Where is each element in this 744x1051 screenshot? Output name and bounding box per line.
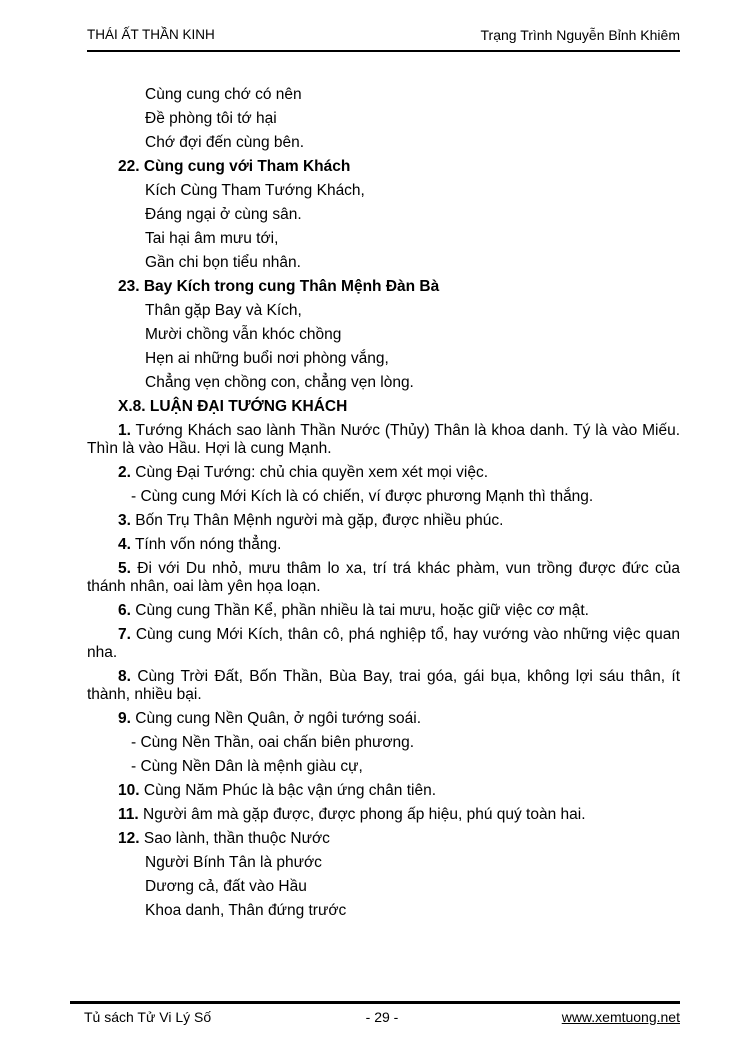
website-link[interactable]: www.xemtuong.net (561, 1009, 680, 1025)
verse-line: Cùng cung chớ có nên (145, 86, 302, 103)
verse-line: Gần chi bọn tiểu nhân. (145, 254, 301, 271)
section-heading: X.8. LUẬN ĐẠI TƯỚNG KHÁCH (118, 398, 348, 415)
header-author-name: Trạng Trình Nguyễn Bỉnh Khiêm (480, 27, 680, 43)
section-heading: 23. Bay Kích trong cung Thân Mệnh Đàn Bà (118, 278, 440, 295)
paragraph-number: 3. (118, 512, 131, 529)
verse-line: Đề phòng tôi tớ hại (145, 110, 277, 127)
numbered-paragraph (87, 464, 680, 482)
verse-line: Dương cả, đất vào Hầu (145, 878, 307, 895)
verse-line: Người Bính Tân là phước (145, 854, 322, 871)
paragraph-text: Người âm mà gặp được, được phong ấp hiệu, phú quý toàn hai. (143, 806, 586, 823)
numbered-paragraph (87, 830, 680, 848)
verse-line: Tai hại âm mưu tới, (145, 230, 279, 247)
dash-item: - Cùng cung Mới Kích là có chiến, ví được phương Mạnh thì thắng. (131, 488, 594, 505)
numbered-paragraph (87, 626, 680, 662)
page-header (87, 27, 680, 52)
verse-line: Mười chồng vẫn khóc chồng (145, 326, 342, 343)
paragraph-text: Cùng Đại Tướng: chủ chia quyền xem xét mọi việc. (135, 464, 489, 481)
numbered-paragraph (87, 782, 680, 800)
numbered-paragraph (87, 512, 680, 530)
paragraph-number: 1. (118, 422, 131, 439)
paragraph-text: Tính vốn nóng thẳng. (134, 536, 282, 553)
paragraph-text: Sao lành, thần thuộc Nước (143, 830, 330, 847)
paragraph-text: Cùng cung Nền Quân, ở ngôi tướng soái. (135, 710, 422, 727)
paragraph-text: Tướng Khách sao lành Thần Nước (Thủy) Thân là khoa danh. Tý là vào Miếu. Thìn là vào Hầu. Hợi là cung Mạnh. (87, 422, 681, 457)
verse-line: Kích Cùng Tham Tướng Khách, (145, 182, 365, 199)
footer-link-wrap (398, 1009, 680, 1026)
page-footer (70, 1001, 680, 1026)
paragraph-number: 10. (118, 782, 140, 799)
verse-line: Chẳng vẹn chồng con, chẳng vẹn lòng. (145, 374, 414, 391)
page-number: - 29 - (365, 1009, 399, 1025)
numbered-paragraph (87, 602, 680, 620)
section-heading: 22. Cùng cung với Tham Khách (118, 158, 351, 175)
paragraph-number: 8. (118, 668, 131, 685)
document-body (87, 86, 680, 926)
verse-line: Đáng ngại ở cùng sân. (145, 206, 302, 223)
paragraph-number: 2. (118, 464, 131, 481)
paragraph-number: 9. (118, 710, 131, 727)
numbered-paragraph (87, 668, 680, 704)
paragraph-number: 12. (118, 830, 140, 847)
verse-line: Thân gặp Bay và Kích, (145, 302, 302, 319)
dash-item: - Cùng Nền Dân là mệnh giàu cự, (131, 758, 363, 775)
header-book-title: THÁI ẤT THẦN KINH (87, 27, 215, 42)
numbered-paragraph (87, 536, 680, 554)
paragraph-text: Cùng Trời Đất, Bốn Thần, Bùa Bay, trai góa, gái bụa, không lợi sáu thân, ít thành, nhiều bại. (87, 668, 680, 703)
numbered-paragraph (87, 422, 680, 458)
dash-item: - Cùng Nền Thần, oai chấn biên phương. (131, 734, 415, 751)
paragraph-text: Bốn Trụ Thân Mệnh người mà gặp, được nhiều phúc. (135, 512, 504, 529)
numbered-paragraph (87, 806, 680, 824)
paragraph-number: 11. (118, 806, 139, 823)
paragraph-number: 5. (118, 560, 131, 577)
paragraph-number: 4. (118, 536, 131, 553)
numbered-paragraph (87, 560, 680, 596)
footer-series-name: Tủ sách Tử Vi Lý Số (84, 1009, 212, 1025)
verse-line: Hẹn ai những buổi nơi phòng vắng, (145, 350, 389, 367)
numbered-paragraph (87, 710, 680, 728)
verse-line: Khoa danh, Thân đứng trước (145, 902, 347, 919)
paragraph-text: Cùng cung Mới Kích, thân cô, phá nghiệp tổ, hay vướng vào những việc quan nha. (87, 626, 680, 661)
paragraph-text: Đi với Du nhỏ, mưu thâm lo xa, trí trá khác phàm, vun trồng được đức của thánh nhân, oai làm yên họa loạn. (87, 560, 681, 595)
paragraph-text: Cùng Năm Phúc là bậc vận ứng chân tiên. (143, 782, 437, 799)
paragraph-number: 7. (118, 626, 131, 643)
paragraph-text: Cùng cung Thần Kể, phần nhiều là tai mưu, hoặc giữ việc cơ mật. (135, 602, 589, 619)
paragraph-number: 6. (118, 602, 131, 619)
verse-line: Chớ đợi đến cùng bên. (145, 134, 305, 151)
